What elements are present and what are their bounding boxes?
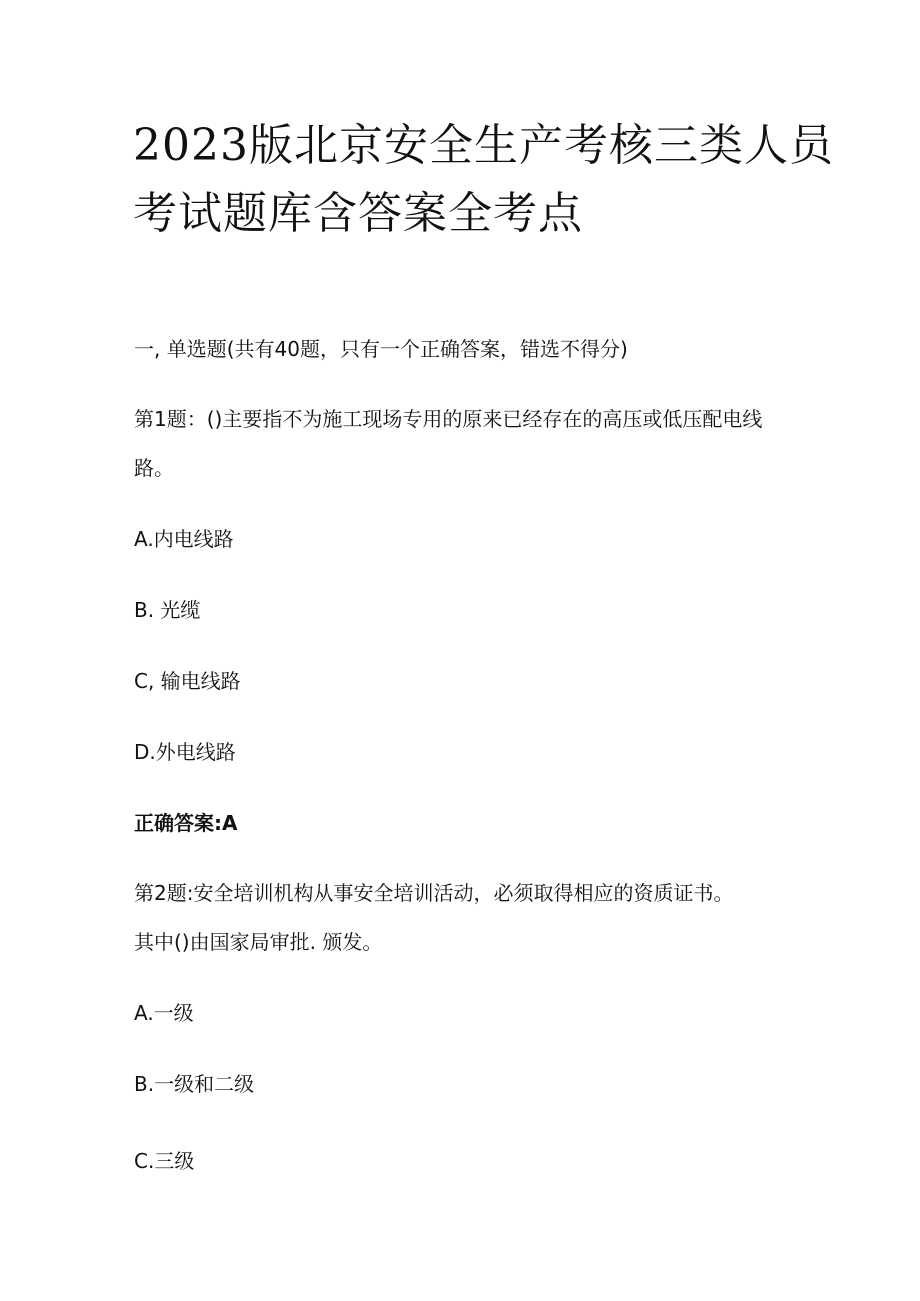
document-title-line-1: 2023版北京安全生产考核三类人员 [133, 120, 834, 171]
question-1-stem-line-1: 第1题：()主要指不为施工现场专用的原来已经存在的高压或低压配电线 [134, 407, 763, 431]
question-1-option-c: C, 输电线路 [134, 669, 241, 693]
question-2-stem-line-2: 其中()由国家局审批. 颁发。 [134, 930, 383, 954]
question-2-stem-line-1: 第2题:安全培训机构从事安全培训活动，必须取得相应的资质证书。 [134, 881, 734, 905]
question-1-option-d: D.外电线路 [134, 740, 236, 764]
question-1-option-a: A.内电线路 [134, 527, 234, 551]
question-1-stem-line-2: 路。 [134, 456, 174, 480]
question-1-option-b: B. 光缆 [134, 598, 201, 622]
section-header: 一, 单选题(共有40题，只有一个正确答案，错选不得分) [134, 337, 628, 361]
question-2-option-c: C.三级 [134, 1149, 195, 1173]
question-2-option-a: A.一级 [134, 1001, 194, 1025]
question-2-option-b: B.一级和二级 [134, 1072, 255, 1096]
document-title-line-2: 考试题库含答案全考点 [133, 188, 583, 239]
question-1-answer: 正确答案:A [134, 811, 238, 835]
